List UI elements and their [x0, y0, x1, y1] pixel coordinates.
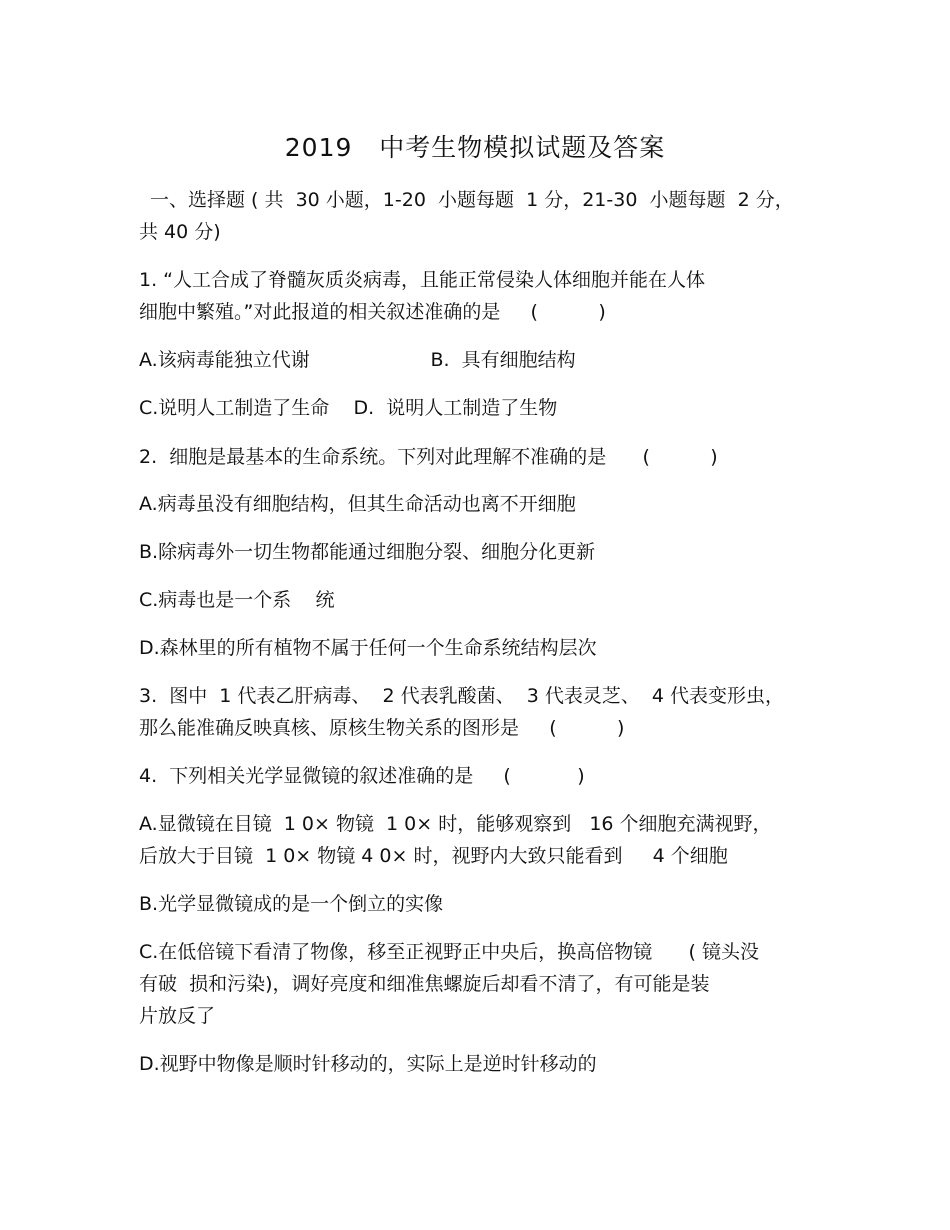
question-4-option-c-line-1: C.在低倍镜下看清了物像，移至正视野正中央后，换高倍物镜 ( 镜头没 [139, 941, 759, 963]
question-1-options-ab: A.该病毒能独立代谢 B. 具有细胞结构 [139, 349, 576, 371]
question-4-option-a-line-2: 后放大于目镜 1 0× 物镜 4 0× 时，视野内大致只能看到 4 个细胞 [139, 845, 728, 867]
question-1-options-cd: C.说明人工制造了生命 D. 说明人工制造了生物 [139, 397, 558, 419]
question-2-option-b: B.除病毒外一切生物都能通过细胞分裂、细胞分化更新 [139, 541, 596, 563]
question-1-stem-line-1: 1. “人工合成了脊髓灰质炎病毒，且能正常侵染人体细胞并能在人体 [139, 269, 706, 291]
question-2-stem: 2. 细胞是最基本的生命系统。下列对此理解不准确的是 ( ) [139, 446, 718, 468]
question-1-stem-line-2: 细胞中繁殖。”对此报道的相关叙述准确的是 ( ) [139, 301, 606, 323]
section-heading-line-1: 一、选择题 ( 共 30 小题，1-20 小题每题 1 分，21-30 小题每题 2 分， [150, 189, 794, 211]
question-4-option-a-line-1: A.显微镜在目镜 1 0× 物镜 1 0× 时，能够观察到 16 个细胞充满视野， [139, 813, 772, 835]
question-4-option-b: B.光学显微镜成的是一个倒立的实像 [139, 893, 444, 915]
question-4-stem: 4. 下列相关光学显微镜的叙述准确的是 ( ) [139, 765, 585, 787]
question-2-option-c: C.病毒也是一个系 统 [139, 589, 335, 611]
question-4-option-c-line-3: 片放反了 [139, 1005, 216, 1027]
question-3-stem-line-2: 那么能准确反映真核、原核生物关系的图形是 ( ) [139, 717, 625, 739]
question-3-stem-line-1: 3. 图中 1 代表乙肝病毒、 2 代表乳酸菌、 3 代表灵芝、 4 代表变形虫， [139, 685, 785, 707]
question-4-option-d: D.视野中物像是顺时针移动的，实际上是逆时针移动的 [139, 1053, 597, 1075]
question-2-option-a: A.病毒虽没有细胞结构，但其生命活动也离不开细胞 [139, 493, 576, 515]
page-title: 2019 中考生物模拟试题及答案 [284, 133, 666, 162]
question-4-option-c-line-2: 有破 损和污染)，调好亮度和细准焦螺旋后却看不清了，有可能是装 [139, 973, 710, 995]
question-2-option-d: D.森林里的所有植物不属于任何一个生命系统结构层次 [139, 637, 597, 659]
section-heading-line-2: 共 40 分) [139, 221, 221, 243]
